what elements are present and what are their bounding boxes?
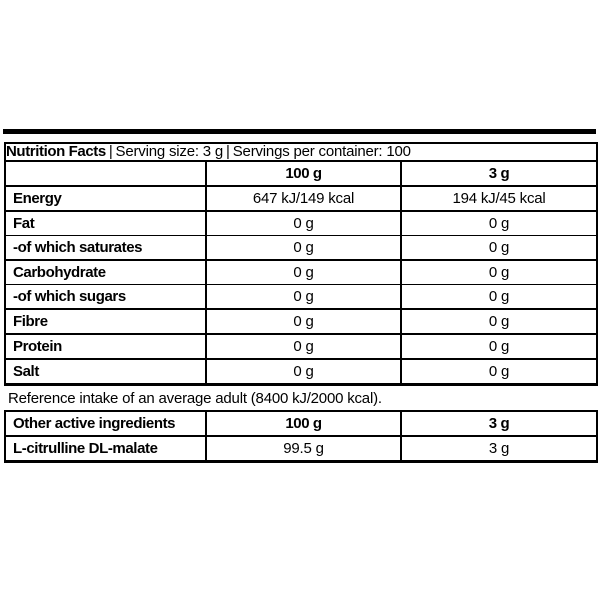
value-per-100g: 99.5 g [206, 436, 401, 462]
nutrient-name: Protein [13, 338, 62, 355]
nutrition-facts-title: Nutrition Facts [6, 143, 106, 160]
other-active-ingredients-table [4, 410, 598, 463]
column-header-row [5, 161, 597, 186]
value-per-100g: 0 g [206, 211, 401, 236]
ingredients-header-label: Other active ingredients [13, 415, 176, 432]
nutrient-name: -of which saturates [13, 239, 143, 256]
top-divider-bar [3, 129, 596, 134]
reference-intake-note: Reference intake of an average adult (8400 kJ/2000 kcal). [8, 390, 382, 407]
ingredients-header-3g: 3 g [401, 411, 597, 436]
nutrient-name: -of which sugars [13, 288, 126, 305]
column-header-3g: 3 g [401, 161, 597, 186]
table-row-sugars [5, 285, 597, 310]
value-per-serving: 0 g [401, 359, 597, 385]
column-header-100g: 100 g [206, 161, 401, 186]
table-row-protein [5, 334, 597, 359]
nutrient-name: Salt [13, 363, 39, 380]
value-per-100g: 0 g [206, 334, 401, 359]
table-row-energy [5, 186, 597, 211]
table-row-saturates [5, 236, 597, 261]
table-row-salt [5, 359, 597, 385]
value-per-serving: 0 g [401, 309, 597, 334]
nutrition-facts-table [4, 142, 598, 386]
value-per-100g: 647 kJ/149 kcal [206, 186, 401, 211]
table-title-row [5, 143, 597, 161]
value-per-100g: 0 g [206, 359, 401, 385]
ingredients-header-row [5, 411, 597, 436]
nutrient-name: Fat [13, 215, 35, 232]
serving-size-text: Serving size: 3 g [115, 143, 224, 160]
value-per-serving: 0 g [401, 285, 597, 310]
value-per-serving: 194 kJ/45 kcal [401, 186, 597, 211]
servings-per-container-text: Servings per container: 100 [232, 143, 411, 160]
value-per-serving: 0 g [401, 236, 597, 261]
ingredient-name: L-citrulline DL-malate [13, 440, 158, 457]
separator-bar: | [108, 143, 113, 160]
value-per-100g: 0 g [206, 236, 401, 261]
table-row-carbohydrate [5, 260, 597, 285]
separator-bar: | [226, 143, 230, 160]
nutrient-name: Carbohydrate [13, 264, 106, 281]
table-row-fibre [5, 309, 597, 334]
value-per-100g: 0 g [206, 260, 401, 285]
ingredients-header-100g: 100 g [206, 411, 401, 436]
value-per-serving: 0 g [401, 211, 597, 236]
value-per-100g: 0 g [206, 309, 401, 334]
table-row-citrulline [5, 436, 597, 462]
table-title-cell [5, 143, 597, 161]
nutrient-name: Fibre [13, 313, 48, 330]
nutrient-name: Energy [13, 190, 62, 207]
value-per-100g: 0 g [206, 285, 401, 310]
value-per-serving: 0 g [401, 260, 597, 285]
table-row-fat [5, 211, 597, 236]
column-header-blank [5, 161, 206, 186]
value-per-serving: 3 g [401, 436, 597, 462]
value-per-serving: 0 g [401, 334, 597, 359]
